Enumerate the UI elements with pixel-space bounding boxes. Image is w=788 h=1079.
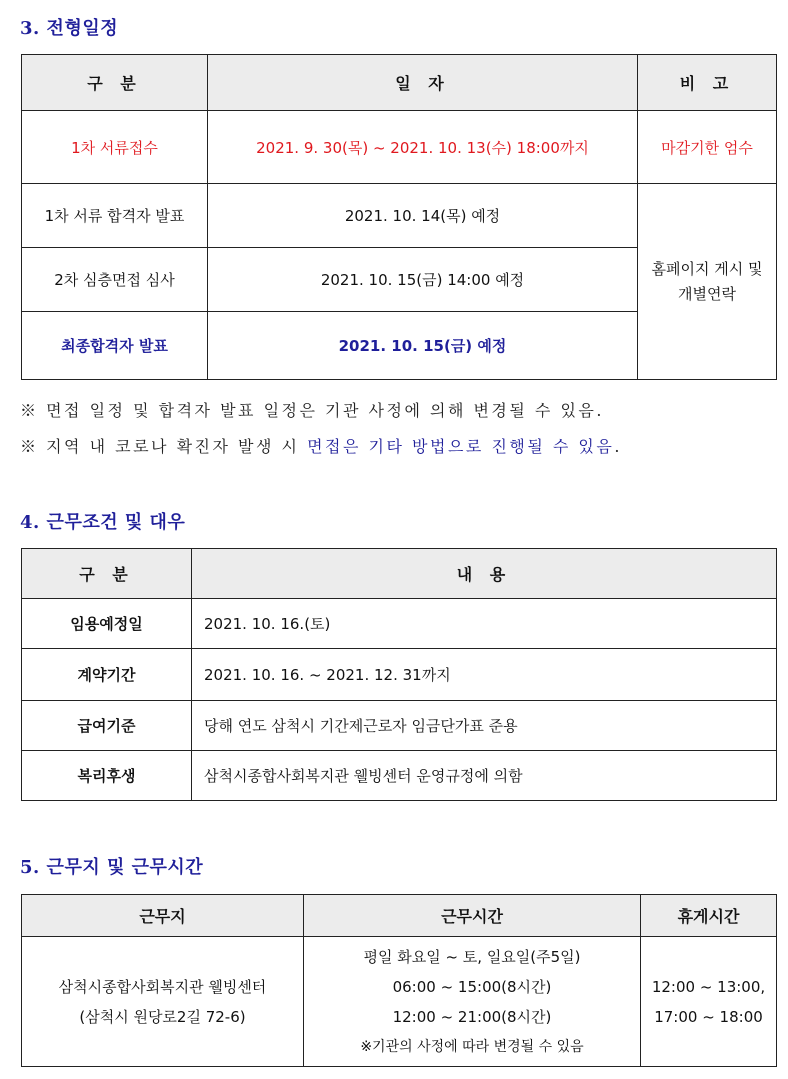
- hours-line: ※기관의 사정에 따라 변경될 수 있음: [360, 1038, 584, 1055]
- row-category: 임용예정일: [22, 599, 192, 649]
- table-row: [22, 184, 777, 248]
- row-content: 당해 연도 삼척시 기간제근로자 임금단가표 준용: [192, 701, 777, 751]
- row-category: 최종합격자 발표: [22, 312, 208, 380]
- rest-line: 12:00 ~ 13:00,: [651, 977, 766, 996]
- note-2: [20, 434, 622, 457]
- merged-note-line-1: 홈페이지 게시 및: [651, 259, 763, 278]
- hours-cell: [304, 937, 641, 1067]
- note-2-text: ※ 지역 내 코로나 확진자 발생 시: [20, 437, 308, 456]
- header-category: 구 분: [22, 55, 208, 111]
- row-date: 2021. 10. 15(금) 14:00 예정: [208, 248, 638, 312]
- header-note: 비 고: [638, 55, 777, 111]
- hours-line: 12:00 ~ 21:00(8시간): [392, 1007, 552, 1026]
- hours-line: 06:00 ~ 15:00(8시간): [392, 977, 552, 996]
- row-content: 삼척시종합사회복지관 웰빙센터 운영규정에 의함: [192, 751, 777, 801]
- row-content: 2021. 10. 16. ~ 2021. 12. 31까지: [192, 649, 777, 701]
- schedule-table: [21, 54, 777, 380]
- row-date: 2021. 9. 30(목) ~ 2021. 10. 13(수) 18:00까지: [208, 111, 638, 184]
- worksite-table: [21, 894, 777, 1067]
- worksite-address: (삼척시 원당로2길 72-6): [79, 1007, 246, 1026]
- note-1: ※ 면접 일정 및 합격자 발표 일정은 기관 사정에 의해 변경될 수 있음.: [20, 401, 604, 420]
- table-row: [22, 937, 777, 1067]
- note-2-end: .: [614, 437, 622, 456]
- header-content: 내 용: [192, 549, 777, 599]
- merged-note-line-2: 개별연락: [678, 284, 736, 303]
- section-4-title: 4. 근무조건 및 대우: [20, 512, 186, 533]
- note-2-highlight: 면접은 기타 방법으로 진행될 수 있음: [307, 437, 615, 456]
- table-row: [22, 111, 777, 184]
- table-row: [22, 649, 777, 701]
- row-category: 2차 심층면접 심사: [22, 248, 208, 312]
- row-category: 급여기준: [22, 701, 192, 751]
- header-category: 구 분: [22, 549, 192, 599]
- header-date: 일 자: [208, 55, 638, 111]
- merged-note: [638, 184, 777, 380]
- row-date: 2021. 10. 14(목) 예정: [208, 184, 638, 248]
- row-date: 2021. 10. 15(금) 예정: [208, 312, 638, 380]
- rest-cell: [641, 937, 777, 1067]
- section-3-title: 3. 전형일정: [20, 18, 119, 39]
- header-hours: 근무시간: [304, 895, 641, 937]
- table-row: [22, 751, 777, 801]
- worksite-name: 삼척시종합사회복지관 웰빙센터: [58, 977, 267, 996]
- row-category: 계약기간: [22, 649, 192, 701]
- header-worksite: 근무지: [22, 895, 304, 937]
- row-category: 복리후생: [22, 751, 192, 801]
- hours-line: 평일 화요일 ~ 토, 일요일(주5일): [363, 947, 581, 966]
- worksite-cell: [22, 937, 304, 1067]
- row-category: 1차 서류 합격자 발표: [22, 184, 208, 248]
- row-note: 마감기한 엄수: [638, 111, 777, 184]
- conditions-table: [21, 548, 777, 801]
- rest-line: 17:00 ~ 18:00: [654, 1007, 763, 1026]
- section-5-title: 5. 근무지 및 근무시간: [20, 857, 204, 878]
- header-rest: 휴게시간: [641, 895, 777, 937]
- table-row: [22, 701, 777, 751]
- row-category: 1차 서류접수: [22, 111, 208, 184]
- row-content: 2021. 10. 16.(토): [192, 599, 777, 649]
- table-row: [22, 599, 777, 649]
